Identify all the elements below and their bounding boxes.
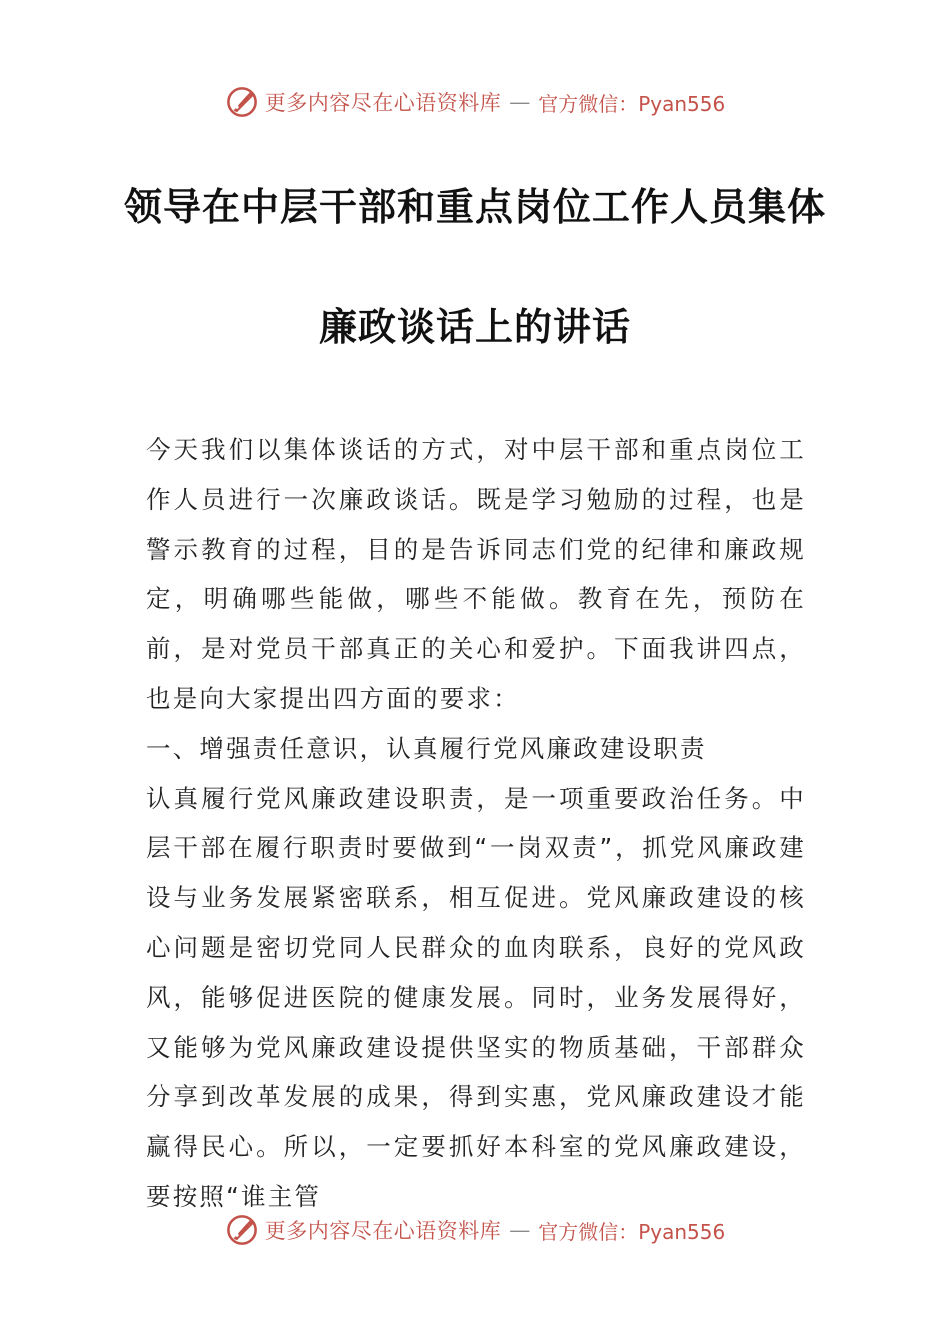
paragraph-intro: 今天我们以集体谈话的方式，对中层干部和重点岗位工作人员进行一次廉政谈话。既是学习勉励的过程，也是警示教育的过程，目的是告诉同志们党的纪律和廉政规定，明确哪些能做，哪些不能做。教育在先，预防在前，是对党员干部真正的关心和爱护。下面我讲四点，也是向大家提出四方面的要求： bbox=[146, 435, 806, 713]
banner-slogan: 更多内容尽在心语资料库 bbox=[264, 1219, 502, 1243]
banner-wechat: 官方微信：Pyan556 bbox=[538, 91, 726, 116]
document-body bbox=[146, 425, 806, 1222]
banner-separator: — bbox=[509, 1218, 531, 1242]
document-title-line-2: 廉政谈话上的讲话 bbox=[318, 304, 631, 349]
document-title-line-1: 领导在中层干部和重点岗位工作人员集体 bbox=[123, 184, 826, 229]
header-banner bbox=[0, 80, 950, 124]
pen-nib-logo-icon bbox=[225, 1213, 259, 1247]
paragraph-section-1: 认真履行党风廉政建设职责，是一项重要政治任务。中层干部在履行职责时要做到“一岗双责”，抓党风廉政建设与业务发展紧密联系，相互促进。党风廉政建设的核心问题是密切党同人民群众的血肉联系，良好的党风政风，能够促进医院的健康发展。同时，业务发展得好，又能够为党风廉政建设提供坚实的物质基础，干部群众分享到改革发展的成果，得到实惠，党风廉政建设才能赢得民心。所以，一定要抓好本科室的党风廉政建设，要按照“谁主管 bbox=[146, 783, 806, 1211]
banner-slogan: 更多内容尽在心语资料库 bbox=[264, 91, 502, 115]
section-heading-1: 一、增强责任意识，认真履行党风廉政建设职责 bbox=[146, 733, 707, 763]
banner-separator: — bbox=[509, 90, 531, 114]
banner-wechat: 官方微信：Pyan556 bbox=[538, 1219, 726, 1244]
footer-banner bbox=[0, 1208, 950, 1252]
pen-nib-logo-icon bbox=[225, 85, 259, 119]
